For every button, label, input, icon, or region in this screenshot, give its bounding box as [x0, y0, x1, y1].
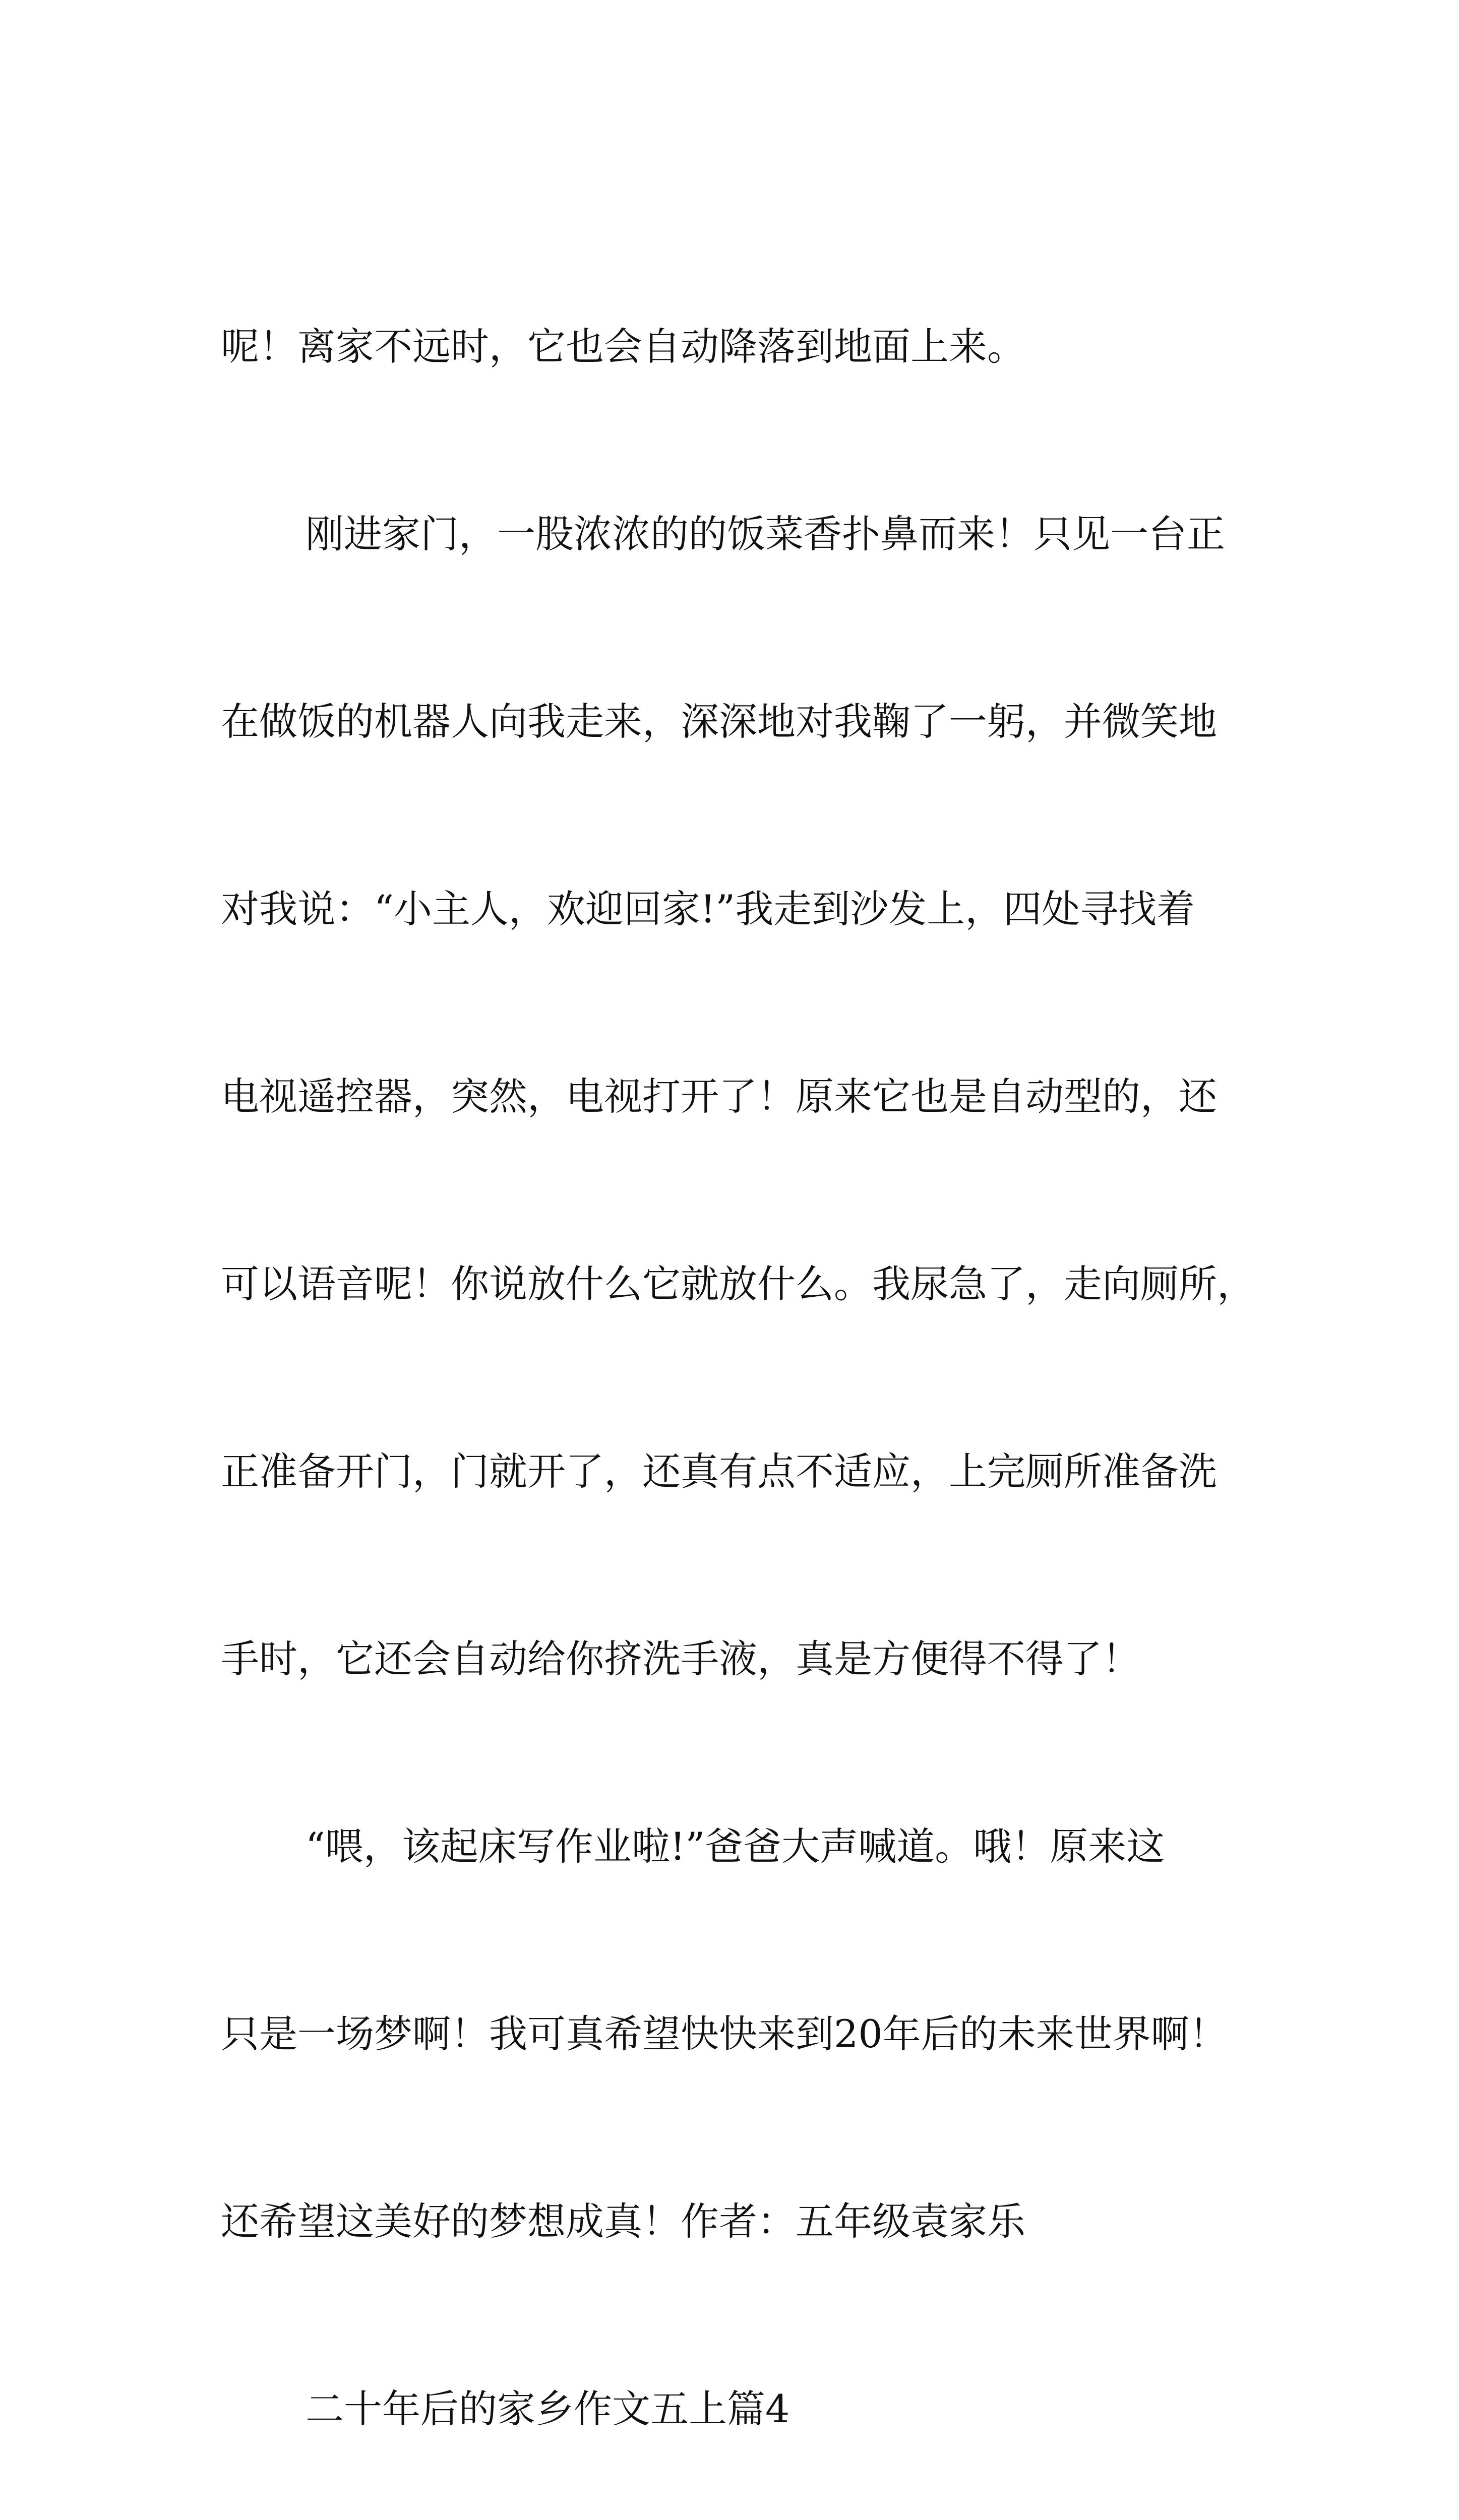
- text-line-8: 手时，它还会自动给你挤洗手液，真是方便得不得了！: [221, 1636, 1140, 1681]
- text-line-7: 正准备开门，门就开了，还真有点不适应，上完厕所准备洗: [221, 1449, 1217, 1494]
- section-heading: 二十年后的家乡作文五上篇4: [306, 2386, 790, 2431]
- text-line-10: 只是一场梦啊！我可真希望快快来到20年后的未来世界啊！: [221, 2011, 1228, 2056]
- text-line-9: “喂，该起床写作业啦!”爸爸大声喊道。哦！原来这: [306, 1824, 1165, 1869]
- text-line-6: 可以语音呢！你说放什么它就放什么。我尿急了，走向厕所，: [221, 1262, 1255, 1306]
- text-line-2: 刚进家门，一股浓浓的的饭菜香扑鼻而来！只见一台正: [306, 512, 1225, 556]
- text-line-4: 对我说：“小主人，欢迎回家!”我走到沙发上，四处寻找着: [221, 887, 1195, 931]
- text-line-11: 还希望这美好的梦想成真！作者：五年级袁家乐: [221, 2199, 1025, 2244]
- text-line-1: 呢！离家不远时，它也会自动降落到地面上来。: [221, 324, 1025, 369]
- text-line-5: 电视遥控器，突然，电视打开了！原来它也是自动型的，还: [221, 1074, 1217, 1119]
- text-line-3: 在做饭的机器人向我走来，深深地对我鞠了一躬，并微笑地: [221, 699, 1217, 744]
- body-text: [221, 191, 1255, 2520]
